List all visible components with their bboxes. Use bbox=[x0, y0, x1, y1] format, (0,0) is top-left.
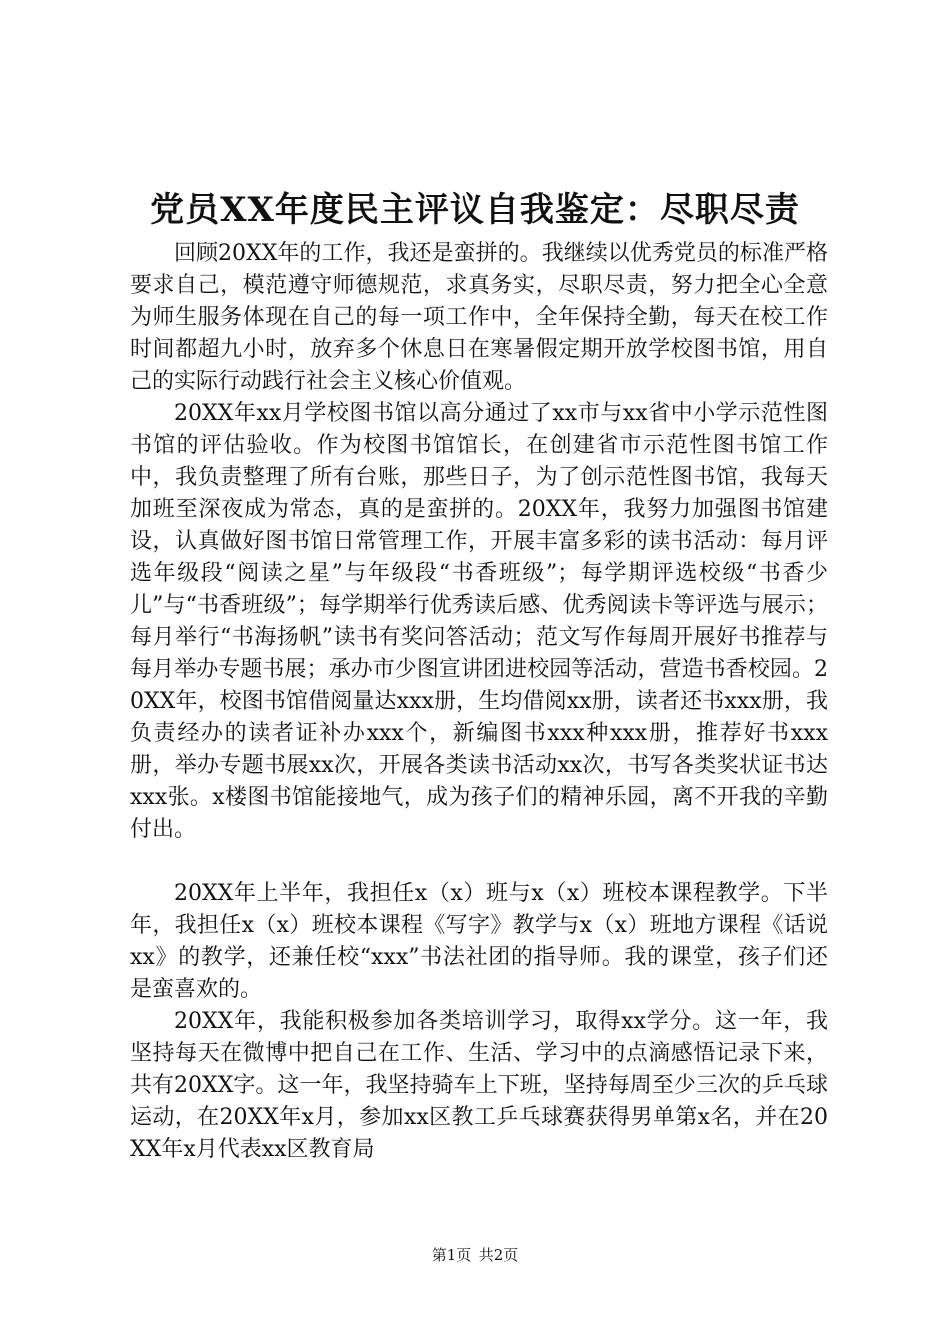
paragraph-review: 回顾20XX年的工作，我还是蛮拼的。我继续以优秀党员的标准严格要求自己，模范遵守师德规范，求真务实，尽职尽责，努力把全心全意为师生服务体现在自己的每一项工作中，全年保持全勤，每天在校工作时间都超九小时，放弃多个休息日在寒暑假定期开放学校图书馆，用自己的实际行动践行社会主义核心价值观。 bbox=[130, 241, 828, 394]
paragraph-library: 20XX年xx月学校图书馆以高分通过了xx市与xx省中小学示范性图书馆的评估验收。作为校图书馆馆长，在创建省市示范性图书馆工作中，我负责整理了所有台账，那些日子，为了创示范性图书馆，我每天加班至深夜成为常态，真的是蛮拼的。20XX年，我努力加强图书馆建设，认真做好图书馆日常管理工作，开展丰富多彩的读书活动：每月评选年级段“阅读之星”与年级段“书香班级”；每学期评选校级“书香少儿”与“书香班级”；每学期举行优秀读后感、优秀阅读卡等评选与展示；每月举行“书海扬帆”读书有奖问答活动；范文写作每周开展好书推荐与每月举办专题书展；承办市少图宣讲团进校园等活动，营造书香校园。20XX年，校图书馆借阅量达xxx册，生均借阅xx册，读者还书xxx册，我负责经办的读者证补办xxx个，新编图书xxx种xxx册，推荐好书xxx册，举办专题书展xx次，开展各类读书活动xx次，书写各类奖状证书达xxx张。x楼图书馆能接地气，成为孩子们的精神乐园，离不开我的辛勤付出。 bbox=[130, 401, 828, 842]
page-number: 第1页 bbox=[431, 1246, 472, 1264]
paragraph-spacer bbox=[130, 846, 828, 878]
document-title: 党员XX年度民主评议自我鉴定：尽职尽责 bbox=[150, 190, 800, 230]
page-total: 共2页 bbox=[478, 1246, 519, 1264]
document-body bbox=[130, 238, 828, 1166]
paragraph-teaching: 20XX年上半年，我担任x（x）班与x（x）班校本课程教学。下半年，我担任x（x）班校本课程《写字》教学与x（x）班地方课程《话说xx》的教学，还兼任校“xxx”书法社团的指导师。我的课堂，孩子们还是蛮喜欢的。 bbox=[130, 881, 828, 1002]
paragraph-training: 20XX年，我能积极参加各类培训学习，取得xx学分。这一年，我坚持每天在微博中把自己在工作、生活、学习中的点滴感悟记录下来，共有20XX字。这一年，我坚持骑车上下班，坚持每周至少三次的乒乓球运动，在20XX年x月，参加xx区教工乒乓球赛获得男单第x名，并在20XX年x月代表xx区教育局 bbox=[130, 1009, 828, 1162]
page-footer bbox=[0, 1244, 950, 1266]
